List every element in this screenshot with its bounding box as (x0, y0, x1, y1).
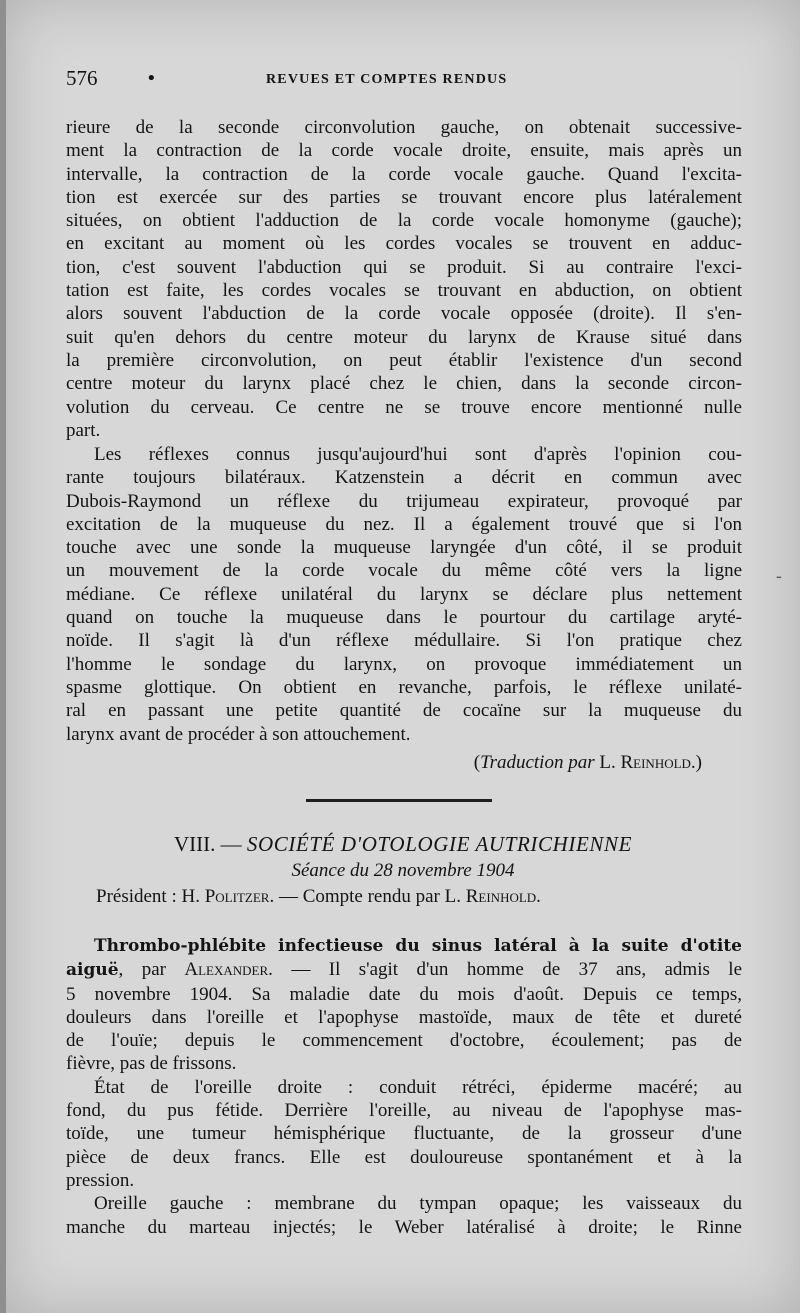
section-title (6, 832, 800, 857)
report-label: . — Compte rendu par L. (269, 886, 466, 907)
sig-initial: L. (599, 752, 616, 773)
text-line: pièce de deux francs. Elle est douloureuse spontanément et à la (66, 1146, 742, 1168)
president-name: Politzer (204, 886, 270, 907)
text-line: 5 novembre 1904. Sa maladie date du mois d'août. Depuis ce temps, (66, 983, 742, 1005)
text-line: fièvre, pas de frissons. (66, 1053, 237, 1075)
case-title-cont: aiguë (66, 960, 119, 981)
text-line: spasme glottique. On obtient en revanche, parfois, le réflexe unilaté- (66, 676, 742, 698)
text-line: quand on touche la muqueuse dans le pourtour du cartilage aryté- (66, 607, 742, 629)
case-report (66, 934, 742, 1239)
seance-date: Séance du 28 novembre 1904 (291, 860, 515, 881)
running-title: REVUES ET COMPTES RENDUS (266, 72, 508, 87)
text-line: rieure de la seconde circonvolution gauche, on obtenait successive- (66, 117, 742, 138)
case-title-line (66, 934, 742, 958)
case-author-line (66, 958, 742, 982)
text-line: larynx avant de procéder à son attouchement. (66, 723, 411, 745)
book-page (6, 0, 800, 1313)
margin-mark: - (775, 566, 782, 587)
text-line: Oreille gauche : membrane du tympan opaque; les vaisseaux du (94, 1193, 742, 1215)
case-author: Alexander (184, 959, 269, 981)
text-line: noïde. Il s'agit là d'un réflexe médullaire. Si l'on pratique chez (66, 630, 742, 652)
text-line: l'homme le sondage du larynx, on provoque immédiatement un (66, 653, 742, 675)
text-line: Dubois-Raymond un réflexe du trijumeau expirateur, provoqué par (66, 490, 742, 512)
header-dot: • (146, 68, 157, 89)
president-label: Président : H. (96, 886, 205, 907)
text-line: part. (66, 419, 101, 441)
president-line (96, 886, 541, 908)
case-by: , par (118, 959, 185, 981)
text-line: centre moteur du larynx placé chez le chien, dans la seconde circon- (66, 373, 742, 395)
text-line: en excitant au moment où les cordes vocales se trouvent en adduc- (66, 233, 742, 255)
sig-close: .) (690, 752, 702, 773)
section-numeral: VIII. — (173, 832, 247, 856)
paragraph-2 (66, 443, 742, 746)
text-line: alors souvent l'abduction de la corde vocale opposée (droite). Il s'en- (66, 303, 742, 325)
text-line: manche du marteau injectés; le Weber latéralisé à droite; le Rinne (66, 1216, 742, 1238)
section-society: SOCIÉTÉ D'OTOLOGIE AUTRICHIENNE (246, 832, 633, 856)
text-line: médiane. Ce réflexe unilatéral du larynx se déclare plus nettement (66, 583, 742, 605)
text-line: douleurs dans l'oreille et l'apophyse mastoïde, maux de tête et dureté (66, 1006, 742, 1028)
sig-open: ( (473, 752, 481, 773)
sig-italic: Traduction par (480, 752, 595, 773)
text-line: de l'ouïe; depuis le commencement d'octobre, écoulement; pas de (66, 1030, 742, 1052)
case-line1-rest: . — Il s'agit d'un homme de 37 ans, admis le (268, 959, 742, 981)
text-line: Les réflexes connus jusqu'aujourd'hui sont d'après l'opinion cou- (94, 444, 742, 465)
paragraph-1 (66, 116, 742, 442)
text-line: tation est faite, les cordes vocales se trouvant en abduction, on obtient (66, 280, 742, 302)
text-line: pression. (66, 1169, 135, 1191)
text-line: suit qu'en dehors du centre moteur du larynx de Krause situé dans (66, 326, 742, 348)
running-header (66, 66, 742, 92)
text-line: volution du cerveau. Ce centre ne se trouve encore mentionné nulle (66, 396, 742, 418)
text-line: ment la contraction de la corde vocale droite, ensuite, mais après un (66, 140, 742, 162)
text-line: rante toujours bilatéraux. Katzenstein a décrit en commun avec (66, 467, 742, 489)
text-line: ral en passant une petite quantité de cocaïne sur la muqueuse du (66, 700, 742, 722)
text-line: excitation de la muqueuse du nez. Il a également trouvé que si l'on (66, 513, 742, 535)
reporter-name: Reinhold (465, 886, 537, 907)
text-line: un mouvement de la corde vocale du même côté vers la ligne (66, 560, 742, 582)
case-title: Thrombo-phlébite infectieuse du sinus latéral à la suite d'otite (94, 936, 742, 956)
text-line: toïde, une tumeur hémisphérique fluctuante, de la grosseur d'une (66, 1123, 742, 1145)
text-line: État de l'oreille droite : conduit rétréci, épiderme macéré; au (94, 1076, 742, 1098)
text-line: tion est exercée sur des parties se trouvant encore plus latéralement (66, 186, 742, 208)
text-line: intervalle, la contraction de la corde vocale gauche. Quand l'excita- (66, 163, 742, 185)
text-line: la première circonvolution, on peut établir l'existence d'un second (66, 349, 742, 371)
translator-signature (474, 752, 702, 774)
text-line: situées, on obtient l'adduction de la corde vocale homonyme (gauche); (66, 210, 742, 232)
sig-name: Reinhold (620, 752, 691, 773)
text-line: fond, du pus fétide. Derrière l'oreille, au niveau de l'apophyse mas- (66, 1100, 742, 1122)
end-dot: . (536, 886, 541, 907)
text-line: touche avec une sonde la muqueuse laryngée d'un côté, il se produit (66, 537, 742, 559)
page-number: 576 (66, 66, 98, 90)
text-line: tion, c'est souvent l'abduction qui se produit. Si au contraire l'exci- (66, 256, 742, 278)
section-divider (306, 799, 492, 802)
